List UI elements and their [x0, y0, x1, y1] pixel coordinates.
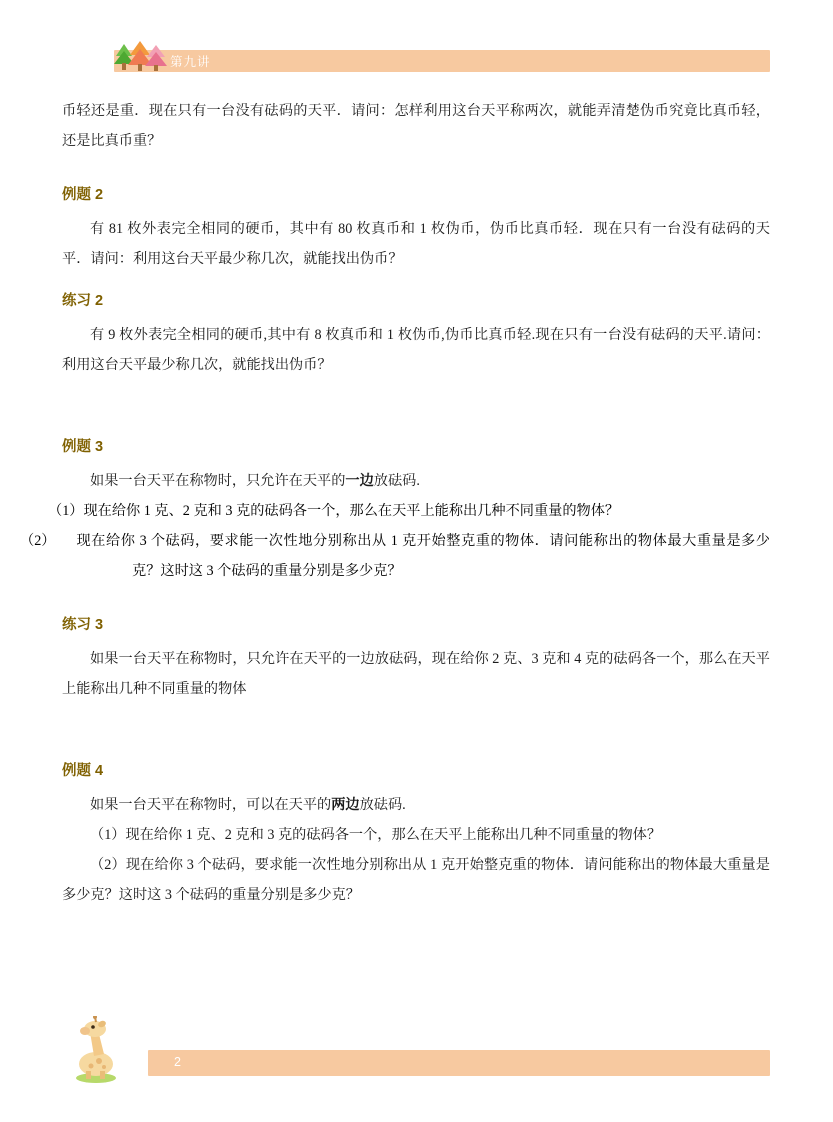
heading-practice-3: 练习 3: [62, 617, 104, 633]
giraffe-icon: [66, 1016, 148, 1084]
example-3-item-1: [48, 496, 770, 526]
example-3-item-1-text: 现在给你 1 克、2 克和 3 克的砝码各一个，那么在天平上能称出几种不同重量的物体？: [83, 503, 620, 519]
lead-example-3-after: 放砝码.: [373, 473, 420, 489]
heading-practice-2: 练习 2: [62, 293, 104, 309]
document-content: [20, 96, 770, 910]
heading-example-3: 例题 3: [62, 439, 104, 455]
footer-accent-bar: [148, 1050, 770, 1076]
lead-example-4-emphasis: 两边: [331, 797, 360, 813]
lead-example-3-before: 如果一台天平在称物时，只允许在天平的: [90, 473, 346, 489]
page-header: [62, 46, 770, 74]
intro-paragraph: 币轻还是重．现在只有一台没有砝码的天平．请问：怎样利用这台天平称两次，就能弄清楚伪币究竟比真币轻，还是比真币重？: [62, 103, 770, 149]
paragraph-practice-3: 如果一台天平在称物时，只允许在天平的一边放砝码，现在给你 2 克、3 克和 4 克的砝码各一个，那么在天平上能称出几种不同重量的物体: [62, 651, 770, 697]
heading-example-2: 例题 2: [62, 187, 104, 203]
example-3-item-1-label: （1）: [48, 503, 84, 519]
paragraph-example-2: 有 81 枚外表完全相同的硬币，其中有 80 枚真币和 1 枚伪币，伪币比真币轻．现在只有一台没有砝码的天平．请问：利用这台天平最少称几次，就能找出伪币？: [62, 221, 770, 267]
lead-example-4: [62, 790, 770, 820]
example-4-item-1: （1）现在给你 1 克、2 克和 3 克的砝码各一个，那么在天平上能称出几种不同重量的物体？: [90, 827, 662, 843]
page-number: 2: [174, 1055, 181, 1069]
chapter-label: 第九讲: [170, 55, 211, 69]
example-3-item-2: （2） 现在给你 3 个砝码，要求能一次性地分别称出从 1 克开始整克重的物体．请问能称出的物体最大重量是多少克？这时这 3 个砝码的重量分别是多少克？: [20, 533, 770, 579]
lead-example-4-before: 如果一台天平在称物时，可以在天平的: [90, 797, 332, 813]
paragraph-practice-2: 有 9 枚外表完全相同的硬币,其中有 8 枚真币和 1 枚伪币,伪币比真币轻.现在只有一台没有砝码的天平.请问：利用这台天平最少称几次，就能找出伪币？: [62, 327, 770, 373]
page-footer: [62, 1046, 770, 1080]
trees-icon: [110, 40, 174, 74]
lead-example-4-after: 放砝码.: [359, 797, 406, 813]
heading-example-4: 例题 4: [62, 763, 104, 779]
header-accent-bar: [114, 50, 770, 72]
example-3-item-2-text: 现在给你 3 个砝码，要求能一次性地分别称出从 1 克开始整克重的物体．请问能称出的物体最大重量是多少克？这时这 3 个砝码的重量分别是多少克？: [76, 533, 770, 579]
example-4-item-2: （2）现在给你 3 个砝码，要求能一次性地分别称出从 1 克开始整克重的物体．请问能称出的物体最大重量是多少克？这时这 3 个砝码的重量分别是多少克？: [62, 857, 770, 903]
lead-example-3-emphasis: 一边: [345, 473, 374, 489]
lead-example-3: [62, 466, 770, 496]
